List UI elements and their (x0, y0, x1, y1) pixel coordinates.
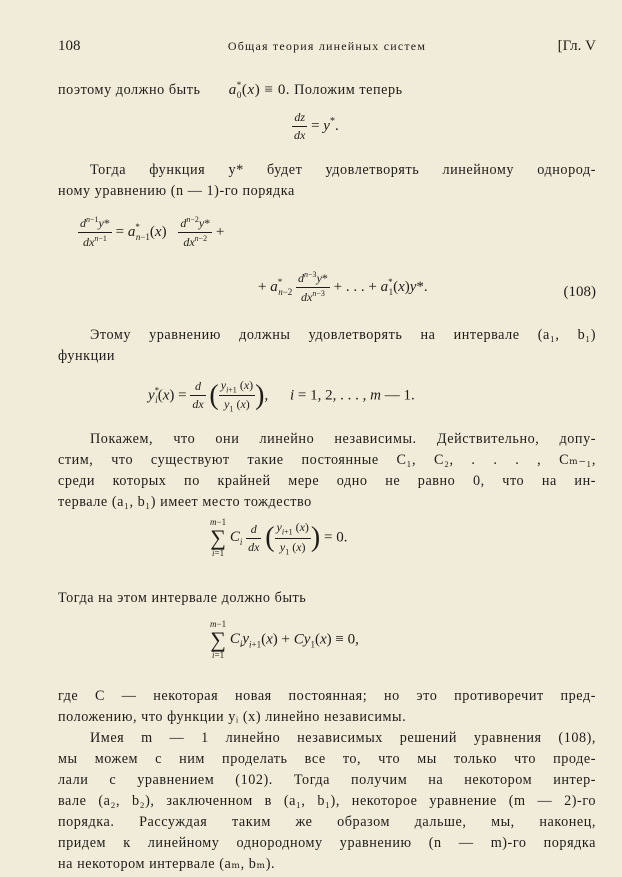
text-line: ному уравнению (n — 1)-го порядка (58, 183, 295, 199)
text-line: где C — некоторая новая постоянная; но это противоречит пред- (58, 688, 596, 704)
running-header (58, 38, 596, 58)
text-line: стим, что существуют такие постоянные C₁, C₂, . . . , Cₘ₋₁, (58, 452, 596, 468)
page-number: 108 (58, 38, 81, 54)
equation-identity: m−1 ∑ i=1 $C_i$ $\frac{d}{dx}$ ( $\frac{y_{i+1} (x)}{y_1 (x)}$ ) = 0. (210, 517, 348, 558)
running-title: Общая теория линейных систем (227, 39, 427, 53)
text-line: на некотором интервале (aₘ, bₘ). (58, 856, 276, 872)
chapter-label: [Гл. V (557, 38, 596, 54)
inline-equation: $a^*_0(x) \equiv 0$ (228, 80, 286, 100)
text-line: мы можем с ним проделать все то, что мы только что проде- (58, 751, 596, 767)
equation-sum-zero: m−1 ∑ i=1 $C_iy_{i+1}(x) + Cy_1(x) \equiv 0$, (210, 619, 359, 660)
text-line: Тогда функция y* будет удовлетворять линейному однород- (90, 162, 596, 178)
text-line: поэтому должно быть $a^*_0(x) \equiv 0$. Положим теперь (58, 80, 403, 100)
text-line: придем к линейному однородному уравнению (n — m)-го порядка (58, 835, 596, 851)
text-line: среди которых по крайней мере одно не равно 0, что на ин- (58, 473, 596, 489)
text-line: порядка. Рассуждая таким же образом дальше, мы, наконец, (58, 814, 596, 830)
equation-number: (108) (563, 284, 596, 300)
text-line: положению, что функции yᵢ (x) линейно независимы. (58, 709, 407, 725)
text-line: лали с уравнением (102). Тогда получим на некотором интер- (58, 772, 596, 788)
equation-108-part2: + $a^*_{n-2}$ $d^{n-3}y*$ $dx^{n-3}$ + . . . + $a^*_1(x)y*$. (258, 270, 428, 304)
text-line: вале (a₂, b₂), заключенном в (a₁, b₁), некоторое уравнение (m — 2)-го (58, 793, 596, 809)
text-line: Этому уравнению должны удовлетворять на интервале (a₁, b₁) (90, 327, 596, 343)
text-line: Имея m — 1 линейно независимых решений уравнения (108), (90, 730, 596, 746)
text-line: Тогда на этом интервале должно быть (58, 590, 307, 606)
equation-108-part1: $d^{n-1}y*$ $dx^{n-1}$ = $a^*_{n-1}(x)$ $d^{n-2}y*$ $dx^{n-2}$ + (80, 215, 225, 249)
equation-yi-star: $y^*_i(x)$ = $\frac{d}{dx}$ ( $\frac{y_{i+1} (x)}{y_1 (x)}$ ), i = 1, 2, . . . , m — 1. (148, 378, 415, 414)
text-line: функции (58, 348, 116, 364)
text-line: Покажем, что они линейно независимы. Действительно, допу- (90, 431, 596, 447)
text-line: тервале (a₁, b₁) имеет место тождество (58, 494, 312, 510)
equation-dz: $\frac{dz}{dx}$ = y*. (294, 110, 339, 142)
